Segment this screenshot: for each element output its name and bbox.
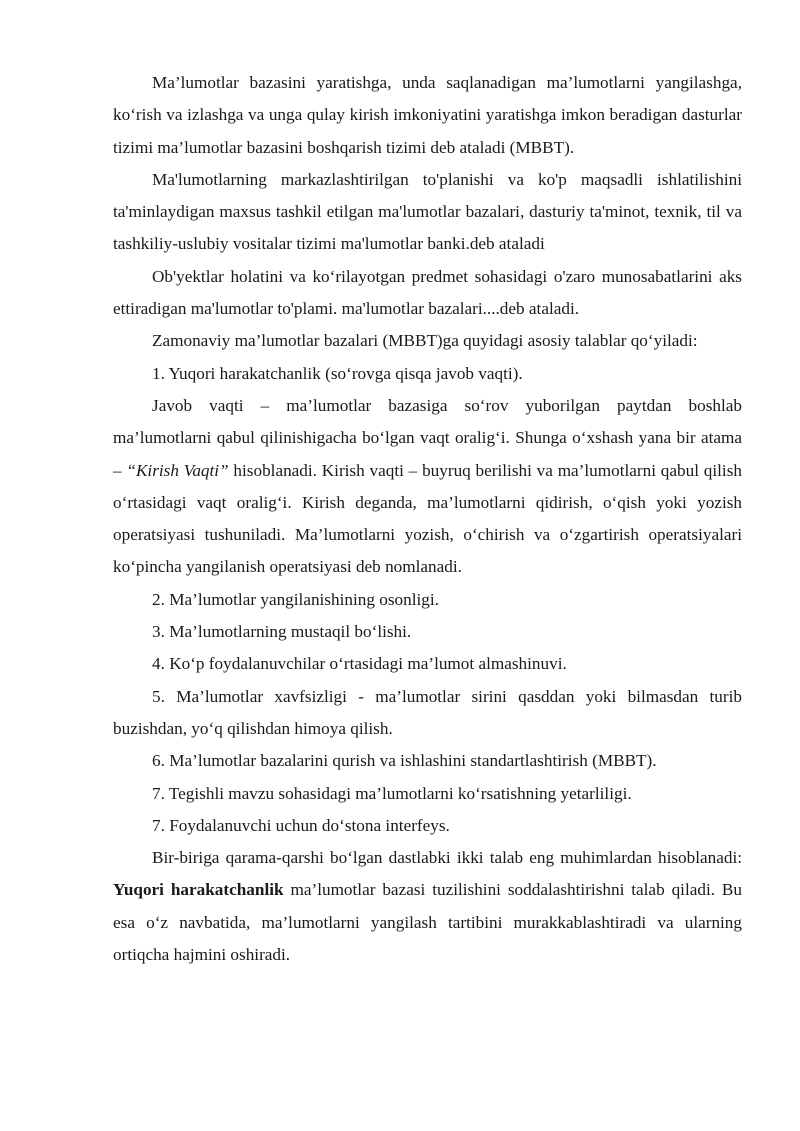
- response-time-text-b: hisoblanadi. Kirish vaqti – buyruq berilishi va ma’lumotlarni qabul qilish o‘rtasidagi vaqt oralig‘i. Kirish deganda, ma’lumotlarni qidirish, o‘qish yoki yozish operatsiyasi tushuniladi. Ma’lumotlarni yozish, o‘chirish va o‘zgartirish operatsiyalari ko‘pincha yangilanish operatsiyasi deb nomlanadi.: [113, 460, 742, 577]
- response-time-text-a: Javob vaqti – ma’lumotlar bazasiga so‘rov yuborilgan paytdan boshlab ma’lumotlarni qabul qilinishigacha bo‘lgan vaqt oralig‘i. Shunga o‘xshash yana bir atama –: [113, 395, 742, 480]
- list-item-4: 4. Ko‘p foydalanuvchilar o‘rtasidagi ma’lumot almashinuvi.: [152, 654, 567, 674]
- list-item-7b: 7. Foydalanuvchi uchun do‘stona interfeys.: [152, 815, 450, 835]
- conclusion-text-a: Bir-biriga qarama-qarshi bo‘lgan dastlabki ikki talab eng muhimlardan hisoblanadi:: [152, 848, 742, 868]
- paragraph-response-time: [113, 390, 742, 584]
- list-item-1: 1. Yuqori harakatchanlik (so‘rovga qisqa javob vaqti).: [152, 363, 523, 383]
- paragraph-data-bank-definition: Ma'lumotlarning markazlashtirilgan to'planishi va ko'p maqsadli ishlatilishini ta'minlaydigan maxsus tashkil etilgan ma'lumotlar bazalari, dasturiy ta'minot, texnik, til va tashkiliy-uslubiy vositalar tizimi ma'lumotlar banki.deb ataladi: [113, 169, 742, 254]
- access-time-term: “Kirish Vaqti”: [126, 460, 229, 480]
- list-item-3: 3. Ma’lumotlarning mustaqil bo‘lishi.: [152, 622, 412, 642]
- list-item-7a: 7. Tegishli mavzu sohasidagi ma’lumotlarni ko‘rsatishning yetarliligi.: [152, 783, 632, 803]
- paragraph-conclusion: [113, 842, 742, 971]
- list-item-2: 2. Ma’lumotlar yangilanishining osonligi.: [152, 589, 439, 609]
- document-page: [113, 67, 742, 971]
- paragraph-requirements-intro: Zamonaviy ma’lumotlar bazalari (MBBT)ga quyidagi asosiy talablar qo‘yiladi:: [152, 331, 698, 351]
- list-item-6: 6. Ma’lumotlar bazalarini qurish va ishlashini standartlashtirish (MBBT).: [152, 751, 657, 771]
- conclusion-text-b: ma’lumotlar bazasi tuzilishini soddalashtirishni talab qiladi. Bu esa o‘z navbatida, ma’lumotlarni yangilash tartibini murakkablashtiradi va ularning ortiqcha hajmini oshiradi.: [113, 880, 742, 965]
- paragraph-database-definition: Ob'yektlar holatini va ko‘rilayotgan predmet sohasidagi o'zaro munosabatlarini aks ettiradigan ma'lumotlar to'plami. ma'lumotlar bazalari....deb ataladi.: [113, 266, 742, 319]
- paragraph-mbbt-definition: Ma’lumotlar bazasini yaratishga, unda saqlanadigan ma’lumotlarni yangilashga, ko‘rish va izlashga va unga qulay kirish imkoniyatini yaratishga imkon beradigan dasturlar tizimi ma’lumotlar bazasini boshqarish tizimi deb ataladi (MBBT).: [113, 73, 742, 157]
- high-performance-term: Yuqori harakatchanlik: [113, 880, 284, 900]
- list-item-5: 5. Ma’lumotlar xavfsizligi - ma’lumotlar sirini qasddan yoki bilmasdan turib buzishdan, yo‘q qilishdan himoya qilish.: [113, 686, 742, 738]
